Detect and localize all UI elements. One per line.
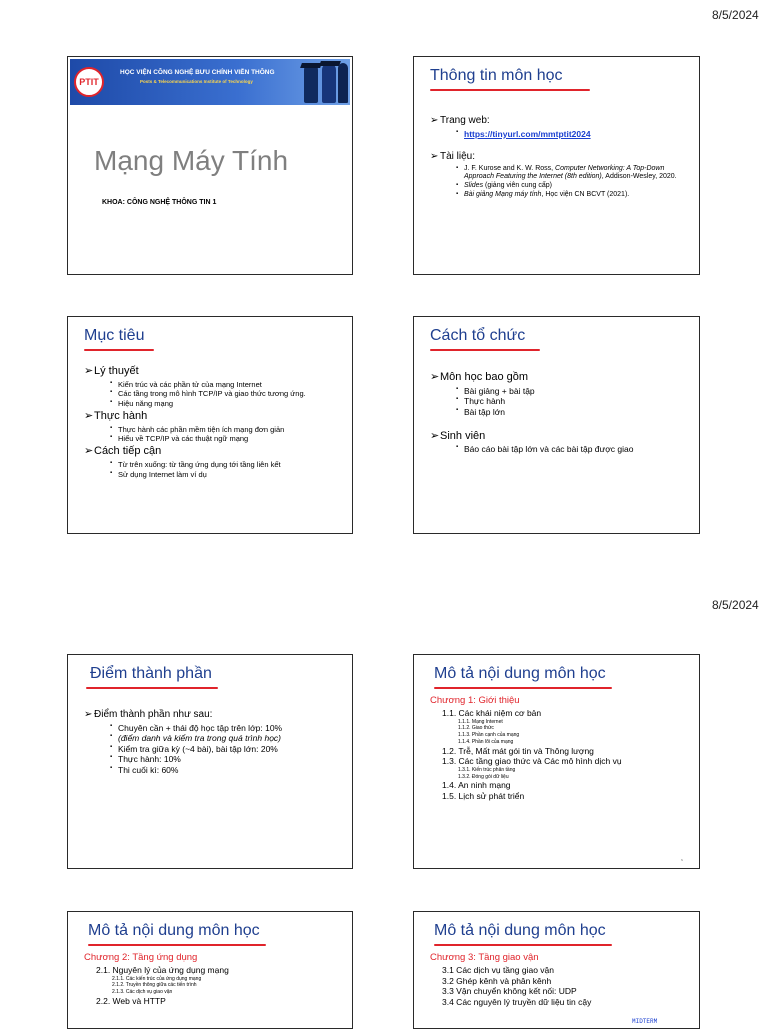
toc-item: 3.4 Các nguyên lý truyền dữ liệu tin cậy — [442, 996, 592, 1007]
list-item: ▪ Chuyên cần + thái độ học tập trên lớp: 10% — [110, 723, 342, 734]
toc-item: 2.2. Web và HTTP — [96, 995, 166, 1006]
toc-item: 3.2 Ghép kênh và phân kênh — [442, 975, 552, 986]
list-item: ▪ Từ trên xuống: từ tầng ứng dụng tới tầng liên kết — [110, 460, 342, 469]
grading-intro: Điểm thành phần như sau: — [94, 709, 213, 720]
group-label: Môn học bao gồm — [440, 371, 529, 383]
slide-heading: Mô tả nội dung môn học — [88, 922, 260, 939]
group-label: Sinh viên — [440, 429, 486, 442]
slide-objectives[interactable] — [67, 316, 353, 534]
doc-item: ▪ Bài giảng Mạng máy tính, Học viện CN BCVT (2021). — [456, 191, 689, 200]
list-item: ▪ Sử dụng Internet làm ví dụ — [110, 470, 342, 479]
slide-heading: Điểm thành phần — [90, 665, 212, 682]
slide-number: s — [681, 857, 683, 862]
toc-subitem: 1.1.1. Mạng Internet — [458, 718, 503, 725]
slide-heading: Mô tả nội dung môn học — [434, 665, 606, 682]
list-item: ▪ Bài tập lớn — [456, 407, 689, 418]
list-item: ▪ Thực hành — [456, 396, 689, 407]
arrow-bullet-icon: ➢ — [430, 151, 439, 163]
toc-subitem: 1.3.1. Kiến trúc phân tầng — [458, 766, 516, 773]
arrow-bullet-icon: ➢ — [430, 429, 440, 442]
arrow-bullet-icon: ➢ — [84, 445, 94, 458]
graduate-figure-icon — [338, 63, 348, 103]
toc-item: 3.3 Vận chuyển không kết nối: UDP — [442, 986, 577, 997]
heading-underline — [86, 687, 218, 689]
group-label: Lý thuyết — [94, 365, 139, 377]
slide-content-ch2[interactable] — [67, 911, 353, 1029]
slide-heading: Mô tả nội dung môn học — [434, 922, 606, 939]
banner-institute-english: Posts & Telecommunications Institute of Technology — [140, 79, 253, 84]
heading-underline — [88, 944, 266, 946]
heading-underline — [430, 349, 540, 351]
heading-underline — [434, 944, 612, 946]
toc-item: 1.4. An ninh mạng — [442, 780, 511, 791]
list-item: ▪ Thi cuối kì: 60% — [110, 765, 342, 776]
group-label: Thực hành — [94, 409, 148, 422]
docs-label: Tài liệu: — [440, 151, 476, 163]
toc-subitem: 1.1.2. Giao thức — [458, 725, 494, 732]
list-item: ▪ Thực hành các phần mềm tiện ích mạng đơn giản — [110, 425, 342, 434]
grading-note: ▪ (điểm danh và kiểm tra trong quá trình học) — [110, 733, 342, 744]
doc-item: ▪ Slides (giảng viên cung cấp) — [456, 182, 689, 191]
list-item: ▪ Kiểm tra giữa kỳ (~4 bài), bài tập lớn: 20% — [110, 744, 342, 755]
group-label: Cách tiếp cận — [94, 445, 162, 458]
slide-grading[interactable] — [67, 654, 353, 869]
slide-content-ch3[interactable] — [413, 911, 700, 1029]
faculty-label: KHOA: CÔNG NGHỆ THÔNG TIN 1 — [102, 199, 217, 206]
toc-subitem: 2.1.1. Các kiến trúc của ứng dụng mạng — [112, 975, 202, 982]
list-item: ▪ Kiến trúc và các phần tử của mạng Internet — [110, 380, 342, 389]
course-web-link[interactable]: https://tinyurl.com/mmtptit2024 — [464, 128, 591, 139]
banner — [70, 59, 350, 105]
arrow-bullet-icon: ➢ — [84, 709, 93, 720]
course-title: Mạng Máy Tính — [94, 145, 289, 176]
web-label: Trang web: — [440, 115, 490, 126]
heading-underline — [430, 89, 590, 91]
midterm-stamp: MIDTERM — [632, 1018, 658, 1025]
arrow-bullet-icon: ➢ — [430, 115, 439, 126]
slide-heading: Mục tiêu — [84, 327, 145, 344]
ptit-logo: PTIT — [74, 67, 104, 97]
toc-item: 1.1. Các khái niệm cơ bản — [442, 707, 542, 718]
slide-course-info[interactable] — [413, 56, 700, 275]
list-item: ▪ Các tầng trong mô hình TCP/IP và giao thức tương ứng. — [110, 389, 342, 398]
list-item: ▪ Bài giảng + bài tập — [456, 386, 689, 397]
banner-institute-name: HỌC VIỆN CÔNG NGHỆ BƯU CHÍNH VIỄN THÔNG — [120, 69, 275, 76]
toc-subitem: 1.1.3. Phần cạnh của mạng — [458, 732, 520, 738]
toc-item: 1.5. Lịch sử phát triển — [442, 790, 525, 801]
toc-subitem: 2.1.2. Truyền thông giữa các tiến trình — [112, 982, 197, 989]
list-item: ▪ Hiểu về TCP/IP và các thuật ngữ mạng — [110, 434, 342, 443]
list-item: ▪ Hiệu năng mạng — [110, 399, 342, 408]
page-date-middle: 8/5/2024 — [712, 598, 759, 612]
chapter-heading: Chương 1: Giới thiệu — [430, 695, 520, 706]
toc-subitem: 1.1.4. Phần lõi của mạng — [458, 738, 514, 745]
graduate-figure-icon — [304, 63, 318, 103]
arrow-bullet-icon: ➢ — [84, 409, 94, 422]
chapter-heading: Chương 3: Tầng giao vận — [430, 952, 539, 963]
arrow-bullet-icon: ➢ — [84, 365, 94, 377]
page-date-top: 8/5/2024 — [712, 8, 759, 22]
slide-title[interactable] — [67, 56, 353, 275]
toc-item: 3.1 Các dịch vụ tầng giao vận — [442, 964, 554, 975]
doc-item: ▪ J. F. Kurose and K. W. Ross, Computer Networking: A Top-Down Approach Featuring the Internet (8th edition), Addison-Wesley, 2020. — [456, 165, 689, 183]
slide-organization[interactable] — [413, 316, 700, 534]
slide-heading: Thông tin môn học — [430, 67, 563, 84]
toc-item: 2.1. Nguyên lý của ứng dụng mạng — [96, 964, 229, 975]
graduate-figure-icon — [322, 63, 336, 103]
toc-item: 1.3. Các tầng giao thức và Các mô hình dịch vụ — [442, 756, 622, 767]
slide-heading: Cách tổ chức — [430, 327, 526, 344]
toc-subitem: 1.3.2. Đóng gói dữ liệu — [458, 773, 509, 780]
heading-underline — [434, 687, 612, 689]
list-item: ▪ Thực hành: 10% — [110, 754, 342, 765]
list-item: ▪ Báo cáo bài tập lớn và các bài tập được giao — [456, 444, 689, 455]
heading-underline — [84, 349, 154, 351]
toc-subitem: 2.1.3. Các dịch vụ giao vận — [112, 989, 173, 995]
toc-item: 1.2. Trễ, Mất mát gói tin và Thông lượng — [442, 745, 594, 756]
slide-content-ch1[interactable] — [413, 654, 700, 869]
arrow-bullet-icon: ➢ — [430, 371, 440, 383]
chapter-heading: Chương 2: Tầng ứng dụng — [84, 952, 198, 963]
